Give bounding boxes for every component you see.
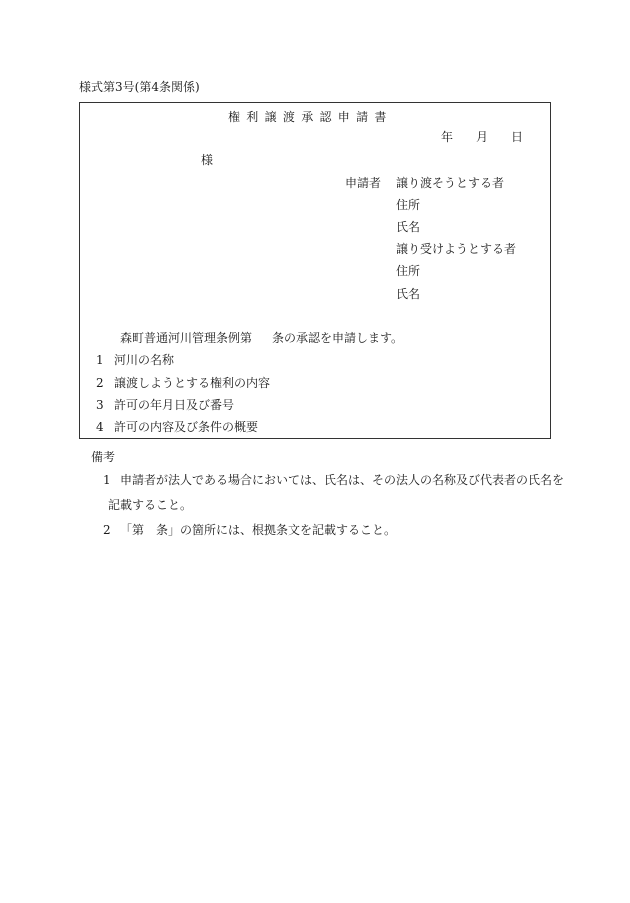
item-number-1: 1: [96, 353, 104, 367]
item-number-2: 2: [96, 376, 104, 390]
item-number-3: 3: [96, 398, 104, 412]
date-fields: [0, 131, 630, 145]
notes-heading: 備考: [91, 450, 116, 464]
note-number-1: 1: [103, 473, 111, 487]
request-sentence-part1: 森町普通河川管理条例第: [120, 331, 253, 345]
item-text-2: 譲渡しようとする権利の内容: [114, 376, 271, 390]
item-text-4: 許可の内容及び条件の概要: [114, 420, 259, 434]
item-text-1: 河川の名称: [114, 353, 175, 367]
addressee-suffix: 様: [201, 153, 214, 167]
day-label: 日: [511, 130, 524, 144]
note-text-2: 「第 条」の箇所には、根拠条文を記載すること。: [120, 523, 397, 537]
month-label: 月: [476, 130, 489, 144]
form-number: 様式第3号(第4条関係): [79, 80, 200, 94]
transferee-heading: 譲り受けようとする者: [396, 242, 517, 256]
note-number-2: 2: [103, 523, 111, 537]
transferor-address-label: 住所: [396, 198, 421, 212]
applicant-label: 申請者: [345, 176, 382, 190]
transferee-address-label: 住所: [396, 264, 421, 278]
transferor-name-label: 氏名: [396, 220, 421, 234]
transferee-name-label: 氏名: [396, 287, 421, 301]
note-text-1: 申請者が法人である場合においては、氏名は、その法人の名称及び代表者の氏名を: [120, 473, 565, 487]
document-title: 権利譲渡承認申請書: [228, 110, 393, 124]
request-sentence-part2: 条の承認を申請します。: [272, 331, 404, 345]
item-text-3: 許可の年月日及び番号: [114, 398, 235, 412]
year-label: 年: [441, 130, 454, 144]
item-number-4: 4: [96, 420, 104, 434]
note-text-1-continued: 記載すること。: [108, 498, 193, 512]
transferor-heading: 譲り渡そうとする者: [396, 176, 505, 190]
